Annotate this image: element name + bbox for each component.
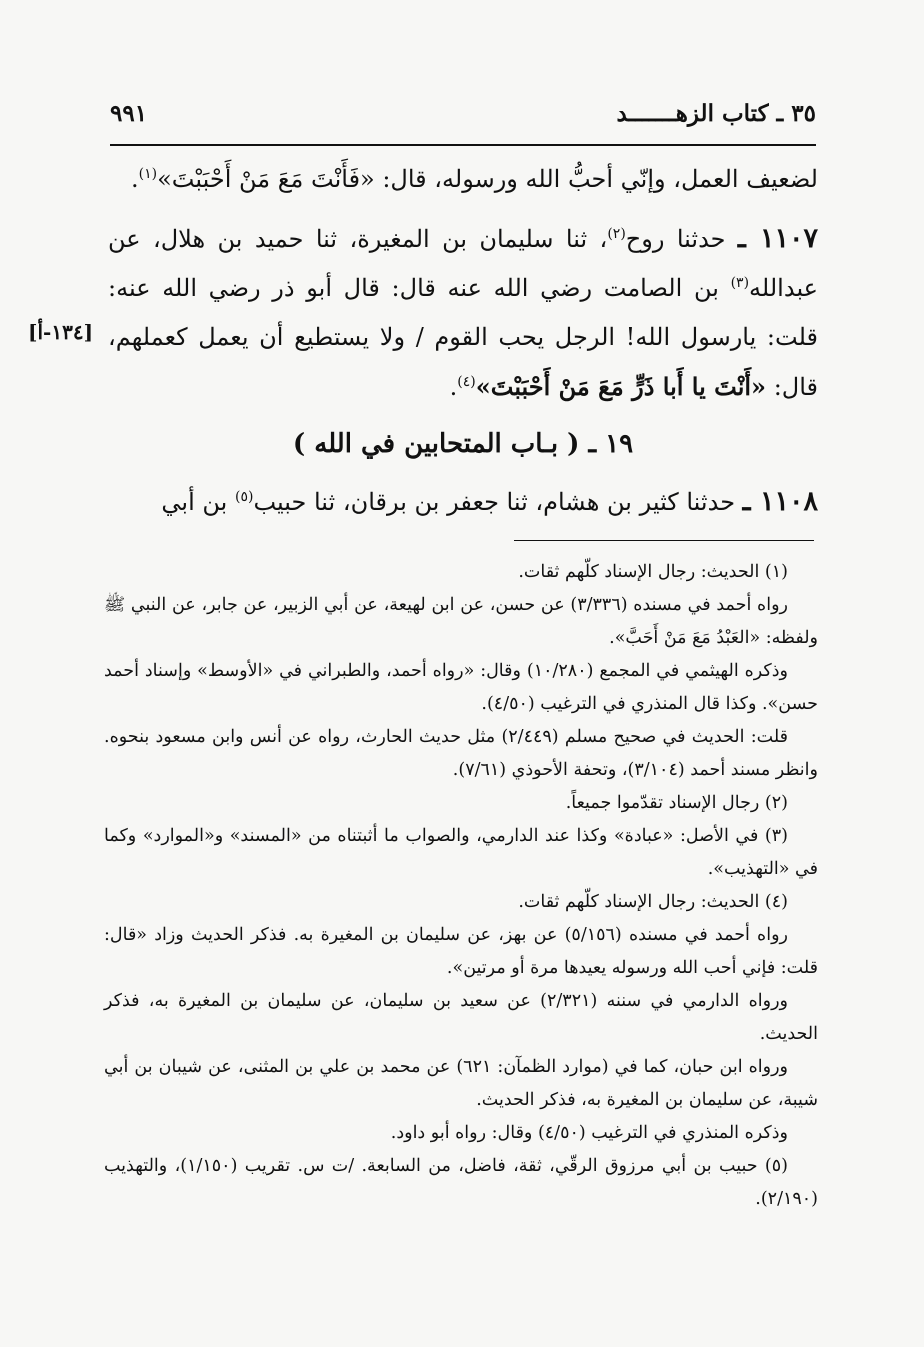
hadith-1107-quote: «أَنْتَ يا أَبا ذَرٍّ مَعَ مَنْ أَحْبَبْتَ» xyxy=(475,372,767,401)
header-rule xyxy=(110,144,816,146)
hadith-1107-part-c: بن الصامت رضي الله عنه قال: قال أبو ذر رضي الله عنه: قلت: يارسول الله! الرجل يحب القوم / ولا يستطيع أن يعمل كعملهم، قال: xyxy=(108,274,818,401)
footnote-4-c: ورواه الدارمي في سننه (٢/٣٢١) عن سعيد بن سليمان، عن سليمان بن المغيرة به، فذكر الحديث. xyxy=(104,991,818,1044)
footnote-5: (٥) حبيب بن أبي مرزوق الرقّي، ثقة، فاضل، من السابعة. /ت س. تقريب (١/١٥٠)، والتهذيب (٢/١٩٠). xyxy=(104,1156,818,1209)
line1-text: لضعيف العمل، وإنّي أحبُّ الله ورسوله، قال: «فَأَنْتَ مَعَ مَنْ أَحْبَبْتَ» xyxy=(157,165,818,193)
hadith-1107-part-b: ، ثنا سليمان بن المغيرة، ثنا حميد بن هلال، عن عبدالله xyxy=(108,225,818,302)
footnote-ref-5: (٥) xyxy=(234,489,254,505)
continuation-line xyxy=(108,155,818,204)
manuscript-folio-note: [١٣٤-أ] xyxy=(28,320,94,344)
line1-end: . xyxy=(131,165,139,193)
page-header xyxy=(110,96,816,136)
hadith-1108 xyxy=(108,477,818,527)
footnote-ref-1: (١) xyxy=(138,166,158,182)
main-text xyxy=(108,155,818,527)
hadith-1108-part-b: بن أبي xyxy=(161,488,235,516)
footnote-ref-4: (٤) xyxy=(457,374,476,390)
section-title: ١٩ ـ ( بـاب المتحابين في الله ) xyxy=(292,429,634,459)
footnote-4-d: ورواه ابن حبان، كما في (موارد الظمآن: ٦٢١) عن محمد بن علي بن المثنى، عن شيبان بن أبي شيبة، عن سليمان بن المغيرة به، فذكر الحديث. xyxy=(104,1057,818,1110)
hadith-1107-part-a: حدثنا روح xyxy=(625,225,726,253)
hadith-1108-part-a: حدثنا كثير بن هشام، ثنا جعفر بن برقان، ثنا حبيب xyxy=(253,488,736,516)
chapter-title: ٣٥ ـ كتاب الزهـــــــد xyxy=(616,100,816,127)
footnote-4-b: رواه أحمد في مسنده (٥/١٥٦) عن بهز، عن سليمان بن المغيرة به. فذكر الحديث وزاد «قال: قلت: فإني أحب الله ورسوله يعيدها مرة أو مرتين». xyxy=(104,925,818,978)
hadith-1107-end: . xyxy=(449,373,458,401)
footnote-1-a: (١) الحديث: رجال الإسناد كلّهم ثقات. xyxy=(518,562,788,582)
footnote-2: (٢) رجال الإسناد تقدّموا جميعاً. xyxy=(565,793,788,813)
footnote-ref-3: (٣) xyxy=(730,275,750,291)
page-number: ٩٩١ xyxy=(110,100,148,127)
footnote-rule xyxy=(514,540,814,541)
hadith-1107 xyxy=(108,214,818,412)
footnote-1-d: قلت: الحديث في صحيح مسلم (٢/٤٤٩) مثل حديث الحارث، رواه عن أنس وابن مسعود بنحوه. وانظر مسند أحمد (٣/١٠٤)، وتحفة الأحوذي (٧/٦١). xyxy=(104,727,818,780)
footnote-1-b: رواه أحمد في مسنده (٣/٣٣٦) عن حسن، عن ابن لهيعة، عن أبي الزبير، عن جابر، عن النبي ﷺ ولفظه: «العَبْدُ مَعَ مَنْ أَحَبَّ». xyxy=(104,595,818,648)
hadith-number-1108: ١١٠٨ ـ xyxy=(742,486,818,517)
footnote-4-a: (٤) الحديث: رجال الإسناد كلّهم ثقات. xyxy=(518,892,788,912)
hadith-number-1107: ١١٠٧ ـ xyxy=(737,223,819,254)
footnotes xyxy=(104,556,818,1216)
footnote-ref-2: (٢) xyxy=(607,226,626,242)
footnote-1-c: وذكره الهيثمي في المجمع (١٠/٢٨٠) وقال: «رواه أحمد، والطبراني في «الأوسط» وإسناد أحمد حسن». وكذا قال المنذري في الترغيب (٤/٥٠). xyxy=(104,661,818,714)
footnote-3: (٣) في الأصل: «عبادة» وكذا عند الدارمي، والصواب ما أثبتناه من «المسند» و«الموارد» وكما في «التهذيب». xyxy=(104,826,818,879)
footnote-4-e: وذكره المنذري في الترغيب (٤/٥٠) وقال: رواه أبو داود. xyxy=(390,1123,788,1143)
